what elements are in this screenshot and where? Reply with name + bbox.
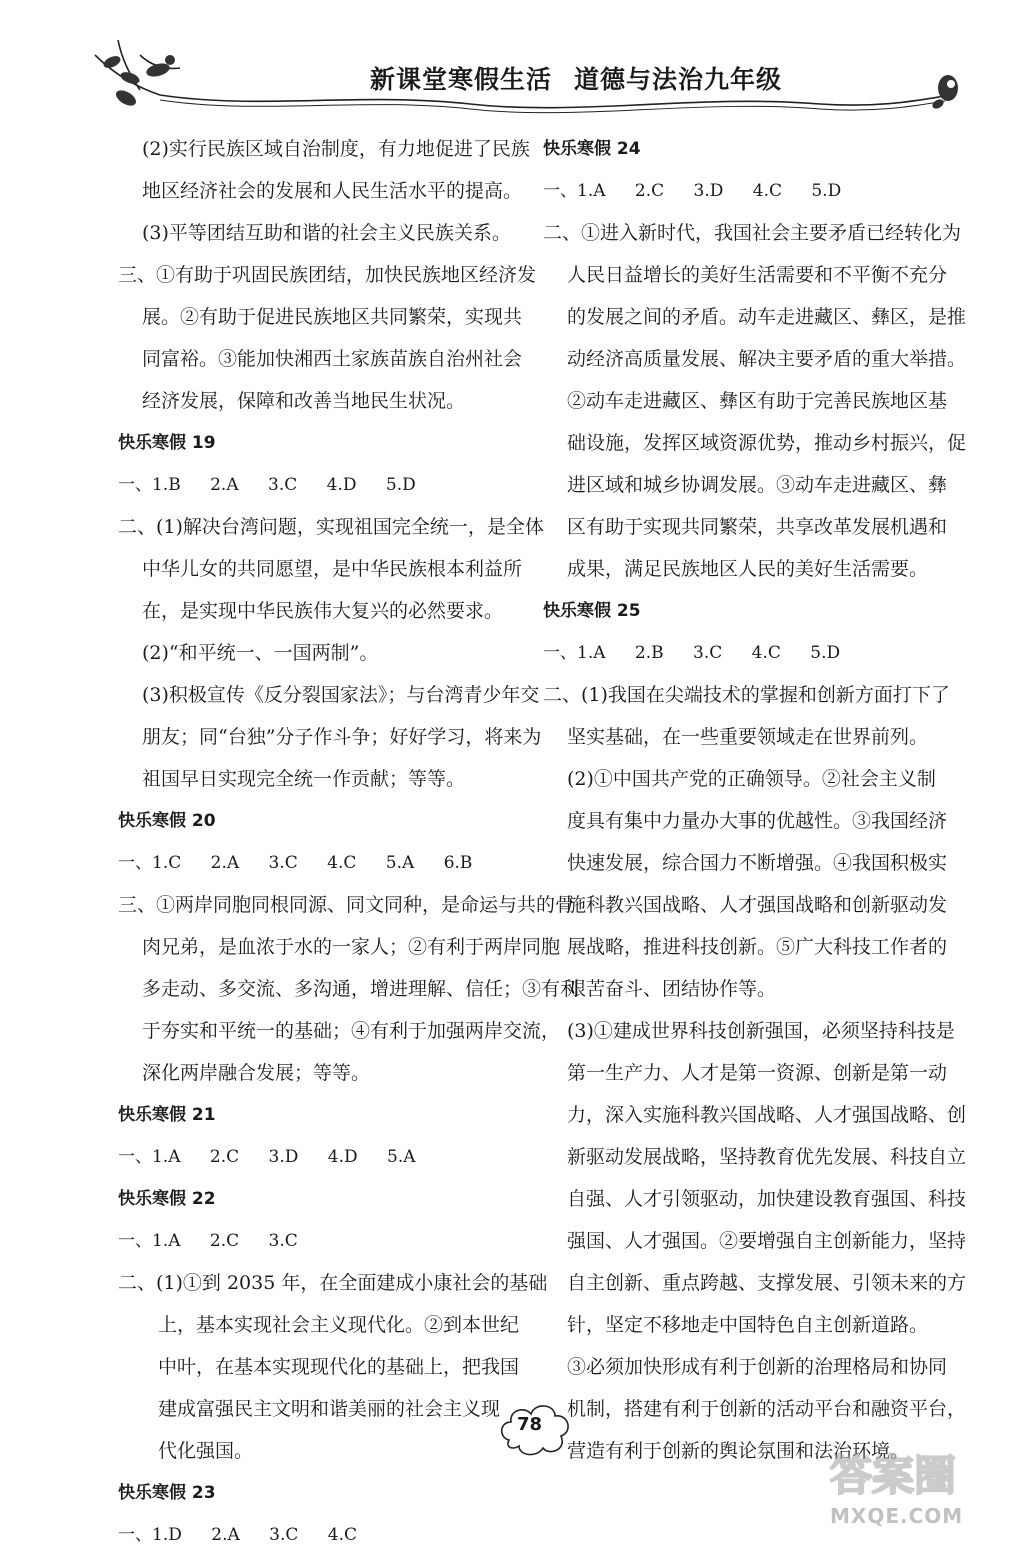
answer-text-line: (2)“和平统一、一国两制”。 bbox=[142, 642, 379, 664]
multiple-choice-answers: 一、1.D 2.A 3.C 4.C bbox=[118, 1525, 358, 1545]
answer-text-line: 自强、人才引领驱动，加快建设教育强国、科技 bbox=[567, 1188, 967, 1210]
answer-text-line: 础设施，发挥区域资源优势，推动乡村振兴，促 bbox=[567, 432, 967, 454]
answer-text-line: 展战略，推进科技创新。⑤广大科技工作者的 bbox=[567, 936, 948, 958]
answer-text-line: 三、①有助于巩固民族团结，加快民族地区经济发 bbox=[118, 264, 537, 286]
answer-text-line: 艰苦奋斗、团结协作等。 bbox=[567, 978, 777, 1000]
answer-text-line: 进区域和城乡协调发展。③动车走进藏区、彝 bbox=[567, 474, 948, 496]
left-answer-column bbox=[118, 128, 580, 1556]
answer-text-line: 多走动、多交流、多沟通，增进理解、信任；③有利 bbox=[142, 978, 580, 1000]
answer-text-line: (2)实行民族区域自治制度，有力地促进了民族 bbox=[142, 138, 530, 160]
watermark-logo-icon bbox=[810, 1440, 1005, 1510]
watermark bbox=[810, 1440, 1005, 1536]
answer-text-line: (2)①中国共产党的正确领导。②社会主义制 bbox=[567, 768, 936, 790]
answer-text-line: 坚实基础，在一些重要领域走在世界前列。 bbox=[567, 726, 929, 748]
answer-text-line: 快速发展，综合国力不断增强。④我国积极实 bbox=[567, 852, 948, 874]
answer-text-line: 施科教兴国战略、人才强国战略和创新驱动发 bbox=[567, 894, 948, 916]
multiple-choice-answers: 一、1.C 2.A 3.C 4.C 5.A 6.B bbox=[118, 853, 473, 873]
answer-text-line: 二、(1)解决台湾问题，实现祖国完全统一，是全体 bbox=[118, 516, 544, 538]
answer-text-line: (3)平等团结互助和谐的社会主义民族关系。 bbox=[142, 222, 511, 244]
page-header bbox=[0, 0, 1011, 130]
answer-text-line: 新驱动发展战略，坚持教育优先发展、科技自立 bbox=[567, 1146, 967, 1168]
book-subject-title: 道德与法治九年级 bbox=[574, 65, 783, 94]
answer-text-line: 朋友；同“台独”分子作斗争；好好学习，将来为 bbox=[142, 726, 542, 748]
answer-text-line: 人民日益增长的美好生活需要和不平衡不充分 bbox=[567, 264, 948, 286]
multiple-choice-answers: 一、1.A 2.C 3.D 4.C 5.D bbox=[543, 181, 842, 201]
page-number-badge bbox=[495, 1392, 575, 1462]
answer-text-line: 区有助于实现共同繁荣，共享改革发展机遇和 bbox=[567, 516, 948, 538]
answer-text-line: 地区经济社会的发展和人民生活水平的提高。 bbox=[142, 180, 523, 202]
section-heading: 快乐寒假 21 bbox=[118, 1105, 216, 1125]
answer-text-line: ②动车走进藏区、彝区有助于完善民族地区基 bbox=[567, 390, 948, 412]
answer-text-line: 成果，满足民族地区人民的美好生活需要。 bbox=[567, 558, 929, 580]
section-heading: 快乐寒假 19 bbox=[118, 433, 216, 453]
page-title bbox=[370, 60, 782, 96]
answer-text-line: 肉兄弟，是血浓于水的一家人；②有利于两岸同胞 bbox=[142, 936, 561, 958]
answer-text-line: (3)①建成世界科技创新强国，必须坚持科技是 bbox=[567, 1020, 955, 1042]
section-heading: 快乐寒假 24 bbox=[543, 139, 641, 159]
answer-text-line: 力，深入实施科教兴国战略、人才强国战略、创 bbox=[567, 1104, 967, 1126]
answer-text-line: ③必须加快形成有利于创新的治理格局和协同 bbox=[567, 1356, 948, 1378]
answer-text-line: 代化强国。 bbox=[158, 1440, 254, 1462]
multiple-choice-answers: 一、1.A 2.C 3.C bbox=[118, 1231, 298, 1251]
answer-text-line: 在，是实现中华民族伟大复兴的必然要求。 bbox=[142, 600, 504, 622]
answer-text-line: 祖国早日实现完全统一作贡献；等等。 bbox=[142, 768, 466, 790]
section-heading: 快乐寒假 22 bbox=[118, 1189, 216, 1209]
answer-text-line: 度具有集中力量办大事的优越性。③我国经济 bbox=[567, 810, 948, 832]
answer-text-line: (3)积极宣传《反分裂国家法》；与台湾青少年交 bbox=[142, 684, 540, 706]
section-heading: 快乐寒假 20 bbox=[118, 811, 216, 831]
answer-text-line: 二、(1)我国在尖端技术的掌握和创新方面打下了 bbox=[543, 684, 950, 706]
answer-text-line: 建成富强民主文明和谐美丽的社会主义现 bbox=[158, 1398, 501, 1420]
answer-text-line: 深化两岸融合发展；等等。 bbox=[142, 1062, 371, 1084]
right-answer-column bbox=[543, 128, 967, 1472]
page-number: 78 bbox=[517, 1414, 543, 1435]
answer-text-line: 中华儿女的共同愿望，是中华民族根本利益所 bbox=[142, 558, 523, 580]
answer-text-line: 展。②有助于促进民族地区共同繁荣，实现共 bbox=[142, 306, 523, 328]
answer-text-line: 上，基本实现社会主义现代化。②到本世纪 bbox=[158, 1314, 520, 1336]
answer-text-line: 同富裕。③能加快湘西土家族苗族自治州社会 bbox=[142, 348, 523, 370]
section-heading: 快乐寒假 23 bbox=[118, 1483, 216, 1503]
answer-text-line: 第一生产力、人才是第一资源、创新是第一动 bbox=[567, 1062, 948, 1084]
answer-text-line: 动经济高质量发展、解决主要矛盾的重大举措。 bbox=[567, 348, 967, 370]
section-heading: 快乐寒假 25 bbox=[543, 601, 641, 621]
answer-text-line: 营造有利于创新的舆论氛围和法治环境。 bbox=[567, 1440, 910, 1462]
svg-text:答案圈: 答案圈 bbox=[830, 1451, 957, 1500]
answer-text-line: 于夯实和平统一的基础；④有利于加强两岸交流， bbox=[142, 1020, 561, 1042]
answer-text-line: 自主创新、重点跨越、支撑发展、引领未来的方 bbox=[567, 1272, 967, 1294]
multiple-choice-answers: 一、1.A 2.B 3.C 4.C 5.D bbox=[543, 643, 841, 663]
multiple-choice-answers: 一、1.B 2.A 3.C 4.D 5.D bbox=[118, 475, 416, 495]
book-series-title: 新课堂寒假生活 bbox=[370, 65, 553, 94]
answer-text-line: 针，坚定不移地走中国特色自主创新道路。 bbox=[567, 1314, 929, 1336]
answer-text-line: 二、①进入新时代，我国社会主要矛盾已经转化为 bbox=[543, 222, 962, 244]
answer-text-line: 二、(1)①到 2035 年，在全面建成小康社会的基础 bbox=[118, 1272, 548, 1294]
answer-text-line: 机制，搭建有利于创新的活动平台和融资平台， bbox=[567, 1398, 967, 1420]
answer-text-line: 三、①两岸同胞同根同源、同文同种，是命运与共的骨 bbox=[118, 894, 575, 916]
answer-text-line: 强国、人才强国。②要增强自主创新能力，坚持 bbox=[567, 1230, 967, 1252]
watermark-domain: MXQE.COM bbox=[830, 1504, 964, 1528]
multiple-choice-answers: 一、1.A 2.C 3.D 4.D 5.A bbox=[118, 1147, 416, 1167]
answer-text-line: 的发展之间的矛盾。动车走进藏区、彝区，是推 bbox=[567, 306, 967, 328]
answer-text-line: 中叶，在基本实现现代化的基础上，把我国 bbox=[158, 1356, 520, 1378]
answer-text-line: 经济发展，保障和改善当地民生状况。 bbox=[142, 390, 466, 412]
